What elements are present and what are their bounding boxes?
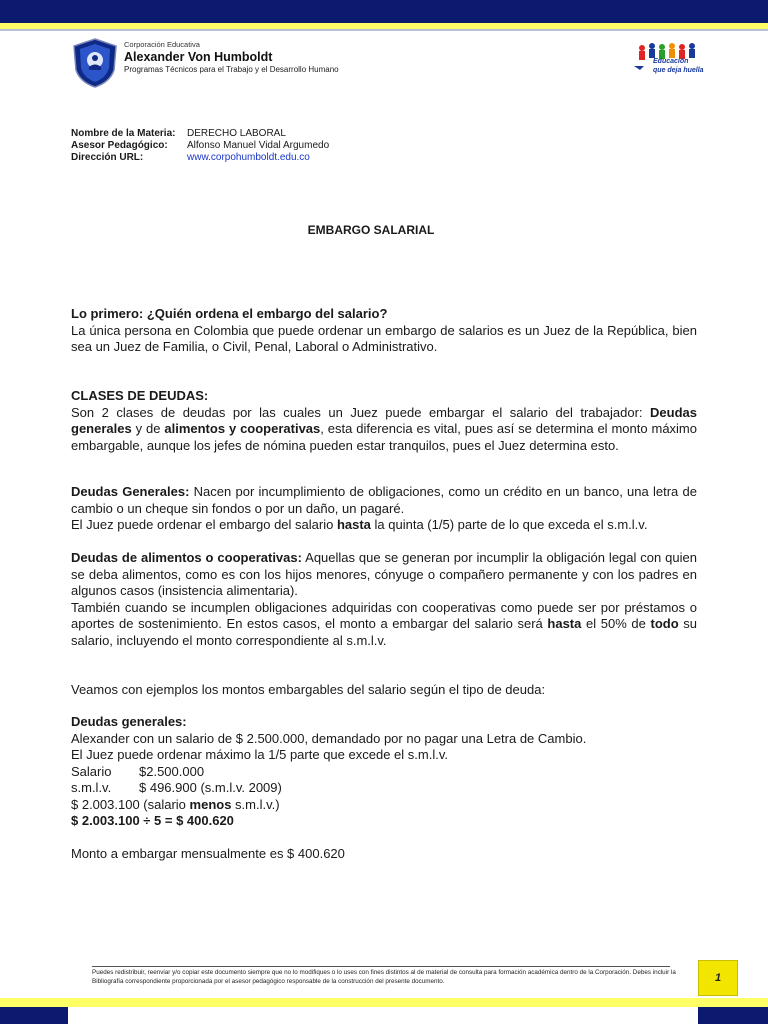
bottom-navy-bar-right [698, 1007, 768, 1024]
example-line: Alexander con un salario de $ 2.500.000, demandado por no pagar una Letra de Cambio. [71, 730, 587, 746]
bold-run: todo [650, 616, 679, 631]
smlv-value: $ 496.900 (s.m.l.v. 2009) [139, 780, 282, 795]
text-run: su salario, incluyendo el monto correspondiente al s.m.l.v. [71, 616, 697, 648]
section-paragraph [71, 484, 697, 517]
text-run: y de [131, 421, 165, 436]
url-label: Dirección URL: [71, 152, 144, 163]
top-navy-bar [0, 0, 768, 23]
section-paragraph [71, 405, 697, 455]
section-general-debts [71, 484, 697, 534]
asesor-label: Asesor Pedagógico: [71, 140, 168, 151]
bottom-yellow-stripe [0, 998, 768, 1007]
section-debt-types [71, 388, 697, 454]
section-examples-intro [71, 682, 697, 699]
document-metadata [71, 128, 329, 164]
page-number: 1 [698, 960, 738, 996]
shield-logo-icon [72, 38, 118, 88]
text-run: Nacen por incumplimiento de obligaciones, como un crédito en un banco, una letra de cambio o un cheque sin fondos o por un daño, un pagaré. [71, 484, 698, 516]
section-heading: CLASES DE DEUDAS: [71, 388, 209, 403]
section-paragraph [71, 517, 697, 534]
text-run: El Juez puede ordenar el embargo del salario [71, 517, 337, 532]
bold-run: menos [189, 796, 232, 812]
asesor-value: Alfonso Manuel Vidal Argumedo [187, 140, 330, 151]
example-line: El Juez puede ordenar máximo la 1/5 parte que excede el s.m.l.v. [71, 747, 448, 762]
footer-notice: Puedes redistribuir, reenviar y/o copiar este documento siempre que no lo modifiques o lo uses con fines distintos al de material de consulta para formación académica dentro de la Corporación. Debes incluir la Bibliografía correspondiente proporcionada por el asesor pedagógico responsable de la construcción del presente documento. [92, 969, 676, 985]
bottom-navy-bar-left [0, 1007, 68, 1024]
text-run: Son 2 clases de deudas por las cuales un Juez puede embargar el salario del trabajador: [71, 404, 651, 420]
section-heading: Lo primero: ¿Quién ordena el embargo del salario? [71, 306, 388, 321]
bold-run: Deudas Generales: [71, 484, 190, 499]
logo-line-1: Educación [653, 58, 689, 65]
education-logo-text [653, 57, 704, 75]
salary-value: $2.500.000 [139, 763, 205, 779]
section-paragraph: Veamos con ejemplos los montos embargables del salario según el tipo de deuda: [71, 682, 546, 697]
example-line [71, 797, 697, 814]
footer-divider [92, 966, 670, 967]
org-type-label: Corporación Educativa [124, 40, 200, 49]
meta-row-asesor [71, 140, 329, 152]
text-run: el 50% de [581, 616, 651, 631]
bold-run: Deudas generales [71, 404, 697, 436]
salary-label: Salario [71, 763, 112, 779]
section-heading: Deudas generales: [71, 714, 187, 729]
url-link[interactable]: www.corpohumboldt.edu.co [187, 152, 310, 163]
org-subtitle: Programas Técnicos para el Trabajo y el Desarrollo Humano [124, 65, 339, 74]
materia-value: DERECHO LABORAL [187, 128, 286, 139]
text-run: , esta diferencia es vital, pues así se determina el monto máximo embargable, aunque los jefes de nómina pueden estar tranquilos, pues el Juez determina esto. [71, 421, 697, 453]
meta-row-materia [71, 128, 329, 140]
text-run: $ 2.003.100 (salario [71, 796, 190, 812]
section-who-orders [71, 306, 697, 356]
calculation-line: $ 2.003.100 ÷ 5 = $ 400.620 [71, 813, 234, 828]
meta-row-url [71, 152, 329, 164]
section-paragraph [71, 550, 697, 600]
org-name: Alexander Von Humboldt [124, 50, 273, 64]
text-run: Aquellas que se generan por incumplir la obligación legal con quien se deba alimentos, como es con los hijos menores, cónyuge o compañero permanente y con los padres en algunos casos (insistencia alimentaria). [71, 550, 697, 598]
section-paragraph [71, 600, 697, 650]
text-run: s.m.l.v.) [231, 796, 280, 812]
example-line [71, 780, 697, 797]
bold-run: Deudas de alimentos o cooperativas: [71, 550, 302, 565]
example-line [71, 764, 697, 781]
section-general-example [71, 714, 697, 862]
materia-label: Nombre de la Materia: [71, 128, 176, 139]
text-run: la quinta (1/5) parte de lo que exceda el s.m.l.v. [370, 517, 648, 532]
bold-run: hasta [547, 616, 582, 631]
text-run: También cuando se incumplen obligaciones adquiridas con cooperativas como puede ser por préstamos o aportes de sostenimiento. En estos casos, el monto a embargar del salario será [71, 599, 697, 631]
smlv-label: s.m.l.v. [71, 780, 112, 795]
logo-line-2: que deja huella [653, 67, 704, 74]
bold-run: alimentos y cooperativas [164, 421, 321, 436]
result-line: Monto a embargar mensualmente es $ 400.620 [71, 845, 345, 861]
document-title: EMBARGO SALARIAL [307, 223, 435, 237]
section-paragraph: La única persona en Colombia que puede ordenar un embargo de salarios es un Juez de la República, bien sea un Juez de Familia, o Civil, Penal, Laboral o Administrativo. [71, 322, 697, 354]
bold-run: hasta [336, 517, 371, 532]
top-divider [0, 29, 768, 31]
section-alimony-debts [71, 550, 697, 649]
